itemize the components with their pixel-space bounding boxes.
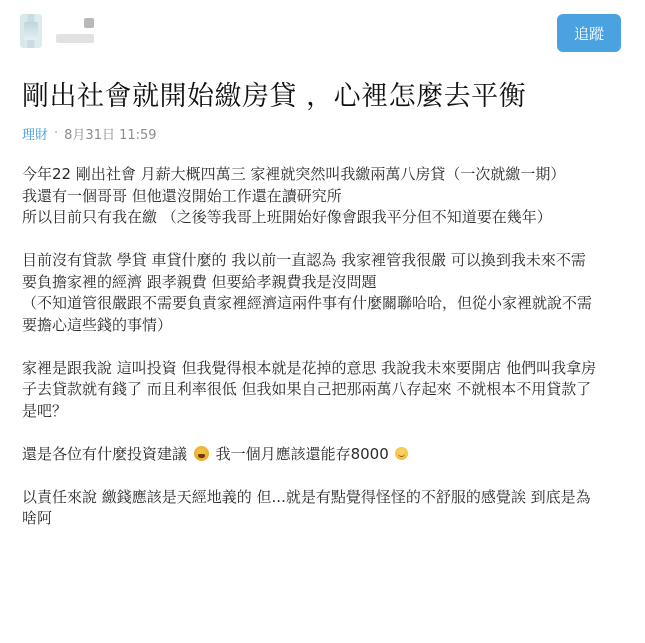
- content-line: 以責任來說 繳錢應該是天經地義的 但...就是有點覺得怪怪的不舒服的感覺誒 到底是為: [22, 487, 591, 506]
- board-link[interactable]: 理財: [22, 128, 49, 143]
- author-blur-block: [84, 18, 94, 28]
- content-line: 家裡是跟我說 這叫投資 但我覺得根本就是花掉的意思 我說我未來要開店 他們叫我拿房: [22, 358, 597, 377]
- paragraph-gap: [22, 422, 627, 444]
- content-line-with-emoji: [22, 444, 627, 466]
- content-text: 還是各位有什麼投資建議: [22, 444, 188, 463]
- author-avatar[interactable]: [20, 14, 42, 48]
- content-line: 所以目前只有我在繳 （之後等我哥上班開始好像會跟我平分但不知道要在幾年）: [22, 208, 552, 226]
- content-line: 目前沒有貸款 學貸 車貸什麼的 我以前一直認為 我家裡管我很嚴 可以換到我未來不需: [22, 251, 586, 269]
- post-title: 剛出社會就開始繳房貸 ，心裡怎麼去平衡: [22, 81, 527, 112]
- post-content: [22, 164, 627, 530]
- paragraph-gap: [22, 336, 627, 358]
- content-line: 要負擔家裡的經濟 跟孝親費 但要給孝親費我是沒問題: [22, 272, 377, 291]
- post-header: [0, 0, 645, 70]
- content-line: 是吧？: [22, 401, 68, 420]
- post-meta: [22, 124, 157, 143]
- content-line: 今年22 剛出社會 月薪大概四萬三 家裡就突然叫我繳兩萬八房貸（一次就繳一期）: [22, 165, 566, 183]
- content-line: （不知道管很嚴跟不需要負責家裡經濟這兩件事有什麼關聯哈哈，但從小家裡就說不需: [22, 294, 593, 312]
- paragraph-gap: [22, 229, 627, 251]
- content-line: 我還有一個哥哥 但他還沒開始工作還在讀研究所: [22, 186, 342, 205]
- follow-button[interactable]: 追蹤: [557, 14, 621, 52]
- content-line: 子去貸款就有錢了 而且利率很低 但我如果自己把那兩萬八存起來 不就根本不用貸款了: [22, 380, 592, 398]
- meta-separator: ·: [54, 126, 59, 141]
- author-name-blurred[interactable]: [56, 16, 96, 46]
- content-line: 要擔心這些錢的事情）: [22, 315, 173, 334]
- post-timestamp: 8月31日 11:59: [64, 128, 157, 143]
- weary-face-emoji-icon: [194, 446, 209, 461]
- content-line: 啥阿: [22, 509, 53, 527]
- content-text: 我一個月應該還能存8000: [215, 444, 389, 463]
- paragraph-gap: [22, 465, 627, 487]
- author-blur-block: [56, 34, 94, 43]
- relieved-face-emoji-icon: [395, 447, 408, 460]
